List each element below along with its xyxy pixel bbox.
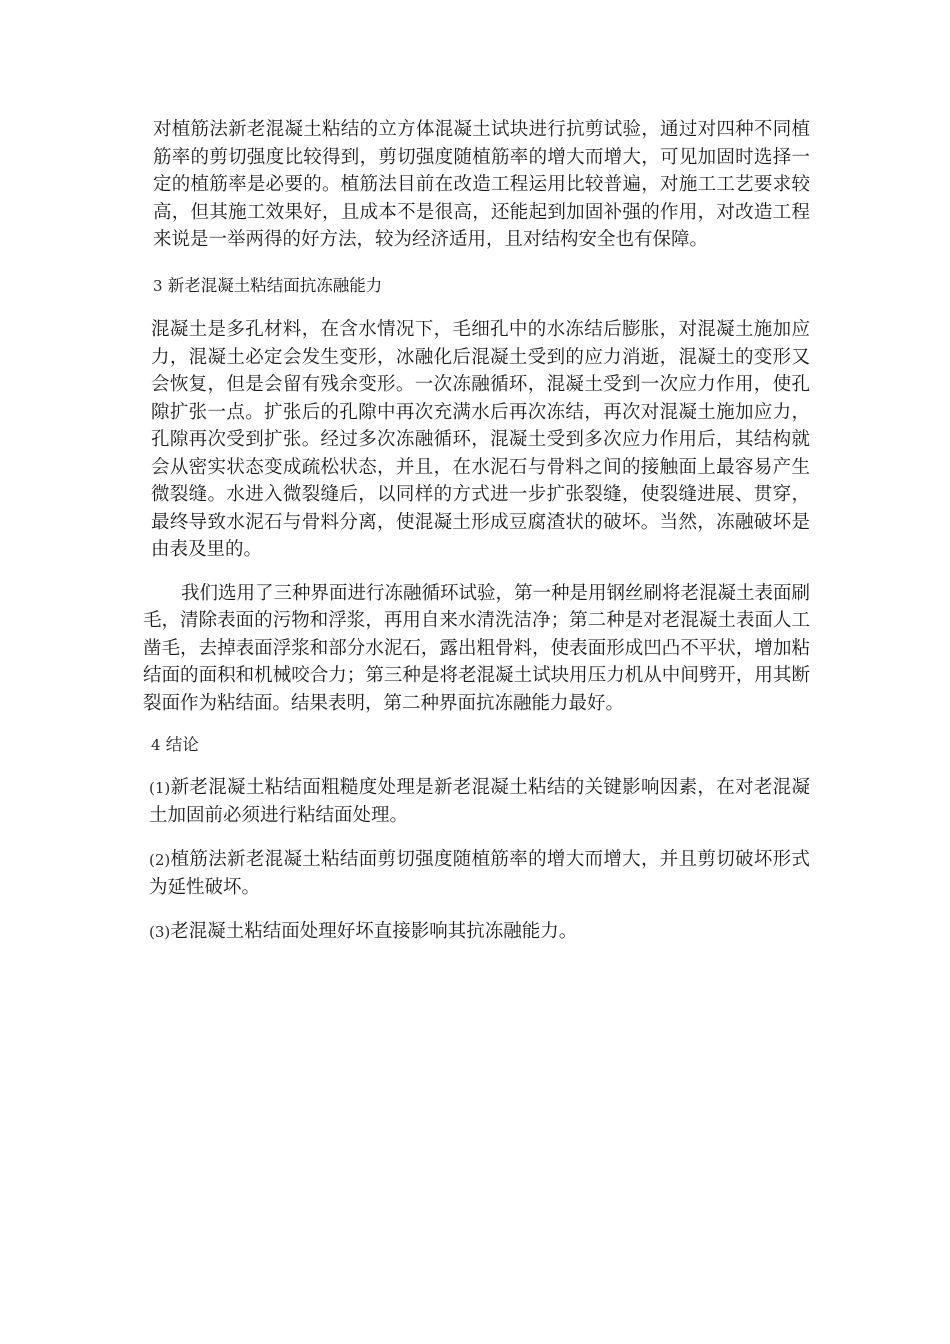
conclusion-text: 新老混凝土粘结面粗糙度处理是新老混凝土粘结的关键影响因素，在对老混凝土加固前必须进行粘结面处理。 (149, 776, 810, 826)
section-heading-3 (143, 272, 810, 301)
paragraph-planting-bar-summary: 对植筋法新老混凝土粘结的立方体混凝土试块进行抗剪试验，通过对四种不同植筋率的剪切强度比较得到，剪切强度随植筋率的增大而增大，可见加固时选择一定的植筋率是必要的。植筋法目前在改造工程运用比较普遍，对施工工艺要求较高，但其施工效果好，且成本不是很高，还能起到加固补强的作用，对改造工程来说是一举两得的好方法，较为经济适用，且对结构安全也有保障。 (153, 119, 810, 250)
paragraph-freeze-thaw-test: 我们选用了三种界面进行冻融循环试验，第一种是用钢丝刷将老混凝土表面刷毛，清除表面的污物和浮浆，再用自来水清洗洁净；第二种是对老混凝土表面人工凿毛，去掉表面浮浆和部分水泥石，露出粗骨料，使表面形成凹凸不平状，增加粘结面的面积和机械咬合力；第三种是将老混凝土试块用压力机从中间劈开，用其断裂面作为粘结面。结果表明，第二种界面抗冻融能力最好。 (143, 582, 811, 714)
conclusion-marker: (1) (149, 778, 171, 797)
conclusion-item (143, 774, 810, 830)
document-body (143, 116, 810, 946)
section-number: 4 (151, 736, 161, 754)
conclusion-marker: (2) (149, 850, 171, 869)
conclusion-text: 老混凝土粘结面处理好坏直接影响其抗冻融能力。 (170, 920, 578, 942)
conclusion-text: 植筋法新老混凝土粘结面剪切强度随植筋率的增大而增大，并且剪切破坏形式为延性破坏。 (149, 848, 810, 898)
conclusion-marker: (3) (149, 922, 171, 941)
section-title: 新老混凝土粘结面抗冻融能力 (167, 275, 383, 295)
section-title: 结论 (165, 735, 199, 754)
conclusion-item (143, 846, 810, 902)
section-number: 3 (153, 276, 163, 295)
paragraph-freeze-thaw-mechanism: 混凝土是多孔材料，在含水情况下，毛细孔中的水冻结后膨胀，对混凝土施加应力，混凝土必定会发生变形，冰融化后混凝土受到的应力消逝，混凝土的变形又会恢复，但是会留有残余变形。一次冻融循环，混凝土受到一次应力作用，使孔隙扩张一点。扩张后的孔隙中再次充满水后再次冻结，再次对混凝土施加应力，孔隙再次受到扩张。经过多次冻融循环，混凝土受到多次应力作用后，其结构就会从密实状态变成疏松状态，并且，在水泥石与骨料之间的接触面上最容易产生微裂缝。水进入微裂缝后，以同样的方式进一步扩张裂缝，使裂缝进展、贯穿，最终导致水泥石与骨料分离，使混凝土形成豆腐渣状的破坏。当然，冻融破坏是由表及里的。 (151, 319, 810, 560)
conclusion-item (143, 918, 810, 947)
section-heading-4 (143, 731, 810, 760)
